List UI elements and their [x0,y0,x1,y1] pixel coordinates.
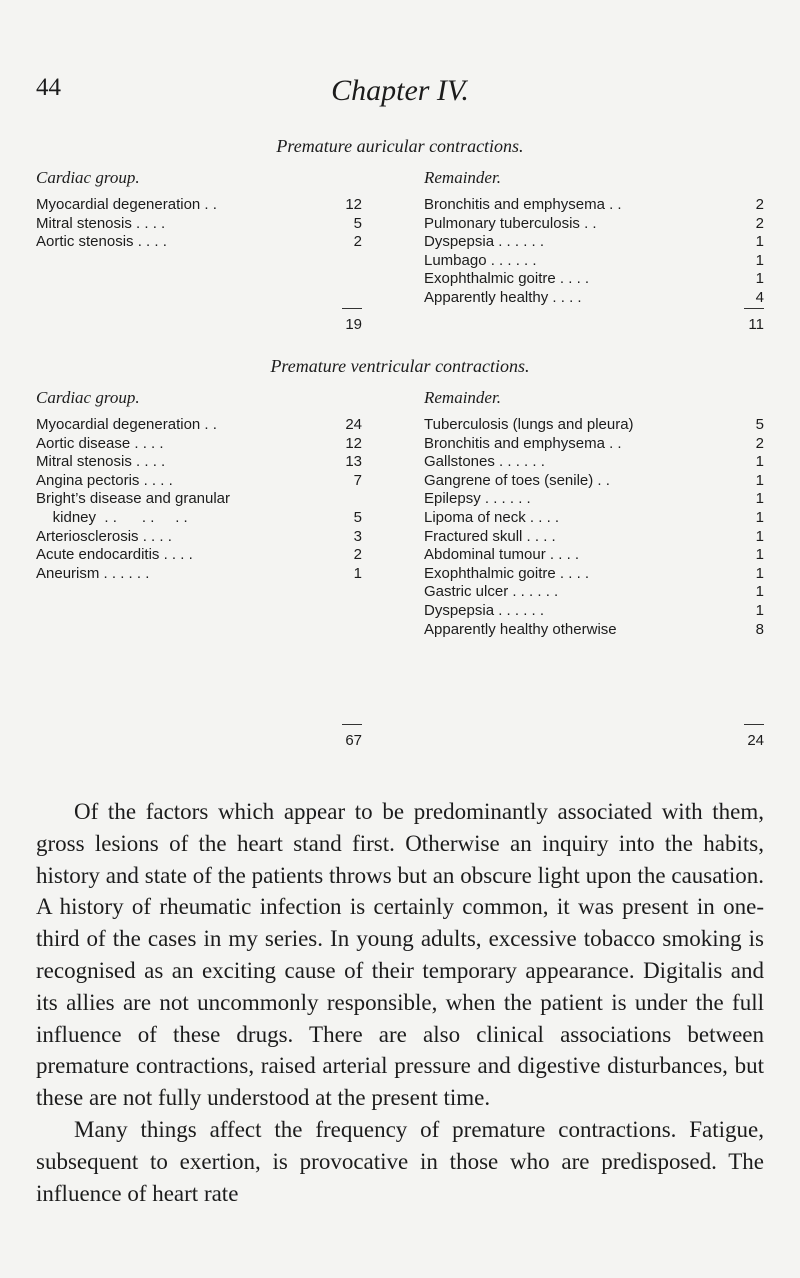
row-label: Arteriosclerosis . . . . [36,527,172,545]
table-row [424,509,764,528]
total-divider [342,308,362,309]
row-label: Mitral stenosis . . . . [36,214,166,232]
row-value: 12 [345,196,362,213]
table-row [36,528,362,547]
row-value: 1 [755,564,764,582]
table-row [424,252,764,271]
paragraph: Many things affect the frequency of premature contractions. Fatigue, subsequent to exertion, is provocative in those who are predisposed. The influence of heart rate [36,1116,764,1206]
page-number: 44 [36,74,61,101]
table-row [424,453,764,472]
row-value: 4 [755,288,764,306]
row-label: Aortic disease . . . . [36,434,164,452]
row-label: Fractured skull . . . . [424,527,556,545]
row-label: Mitral stenosis . . . . [36,453,166,471]
ventricular-remainder-heading: Remainder. [424,388,501,407]
auricular-remainder-table [424,196,764,308]
table-row [36,435,362,454]
row-label: Bronchitis and emphysema . . [424,196,622,213]
auricular-cardiac-total: 19 [345,316,362,333]
table-row [424,289,764,308]
row-value: 1 [755,583,764,601]
table-row [424,602,764,621]
row-value: 2 [353,233,362,251]
page-header [0,74,800,114]
row-value: 2 [353,546,362,564]
row-label: Gangrene of toes (senile) . . [424,471,610,489]
row-label: Acute endocarditis . . . . [36,546,193,564]
ventricular-remainder-total: 24 [747,732,764,749]
ventricular-title: Premature ventricular contractions. [270,356,530,376]
row-label: Exophthalmic goitre . . . . [424,564,590,582]
row-label: Myocardial degeneration . . [36,416,217,433]
table-row [36,546,362,565]
table-row [424,416,764,435]
row-label: Dyspepsia . . . . . . [424,233,545,251]
table-row [36,490,362,509]
row-label: Epilepsy . . . . . . [424,490,531,508]
row-label: Apparently healthy otherwise [424,620,617,638]
row-value: 12 [345,434,362,452]
row-value: 1 [755,508,764,526]
auricular-remainder-total: 11 [748,316,764,333]
row-value: 2 [755,434,764,452]
table-row [424,546,764,565]
row-value: 1 [755,471,764,489]
row-label: Lipoma of neck . . . . [424,508,560,526]
table-row [424,215,764,234]
table-row [36,453,362,472]
table-row [424,583,764,602]
table-row [36,233,362,252]
table-row [36,472,362,491]
row-label: Gallstones . . . . . . [424,453,545,471]
row-label: Pulmonary tuberculosis . . [424,214,597,232]
row-label: Angina pectoris . . . . [36,471,173,489]
row-label: Aneurism . . . . . . [36,564,150,582]
table-row [36,565,362,584]
row-label: Bronchitis and emphysema . . [424,434,622,452]
ventricular-cardiac-heading: Cardiac group. [36,388,140,407]
row-label: Aortic stenosis . . . . [36,233,167,251]
total-divider [744,724,764,725]
table-row [424,196,764,215]
paragraph: Of the factors which appear to be predominantly associated with them, gross lesions of the heart stand first. Otherwise an inquiry into the habits, history and state of the patients throws but an obscure light upon the causation. A history of rheumatic infection is certainly common, it was present in one-third of the cases in my series. In young adults, excessive tobacco smoking is recognised as an exciting cause of their temporary appearance. Digitalis and its allies are not uncommonly responsible, when the patient is under the full influence of these drugs. There are also clinical associations between premature contractions, raised arterial pressure and digestive disturbances, but these are not fully understood at the present time. [36,799,764,1111]
row-label: Abdominal tumour . . . . [424,546,580,564]
table-row [36,215,362,234]
row-value: 7 [353,471,362,489]
row-label: Lumbago . . . . . . [424,251,537,269]
row-value: 24 [345,416,362,433]
row-value: 5 [353,214,362,232]
row-value: 2 [755,196,764,213]
body-text [36,796,764,1209]
table-row [424,233,764,252]
row-label: Bright’s disease and granular [36,490,231,508]
row-value: 1 [755,546,764,564]
table-row [36,509,362,528]
row-label: Dyspepsia . . . . . . [424,601,545,619]
total-divider [342,724,362,725]
ventricular-cardiac-total: 67 [345,732,362,749]
row-value: 1 [755,601,764,619]
row-value: 5 [755,416,764,433]
row-value: 1 [755,527,764,545]
table-row [36,416,362,435]
table-row [424,528,764,547]
row-value: 1 [353,564,362,582]
row-value: 1 [755,233,764,251]
row-label: Apparently healthy . . . . [424,288,582,306]
auricular-remainder-heading: Remainder. [424,168,501,187]
total-divider [744,308,764,309]
table-row [424,490,764,509]
table-row [36,196,362,215]
row-value: 13 [345,453,362,471]
row-value: 1 [755,490,764,508]
auricular-title: Premature auricular contractions. [276,136,524,156]
row-value: 8 [755,620,764,638]
auricular-cardiac-heading: Cardiac group. [36,168,140,187]
row-value: 1 [755,453,764,471]
row-value: 1 [755,270,764,288]
row-label: kidney . . . . . . [36,508,188,526]
table-row [424,621,764,640]
table-row [424,435,764,454]
table-row [424,472,764,491]
row-value: 3 [353,527,362,545]
ventricular-remainder-table [424,416,764,639]
ventricular-cardiac-table [36,416,362,583]
table-row [424,270,764,289]
row-value: 2 [755,214,764,232]
auricular-cardiac-table [36,196,362,252]
row-label: Gastric ulcer . . . . . . [424,583,559,601]
table-row [424,565,764,584]
row-value: 1 [755,251,764,269]
row-label: Exophthalmic goitre . . . . [424,270,590,288]
row-value: 5 [353,508,362,526]
row-label: Tuberculosis (lungs and pleura) [424,416,634,433]
row-label: Myocardial degeneration . . [36,196,217,213]
chapter-title: Chapter IV. [331,74,469,107]
